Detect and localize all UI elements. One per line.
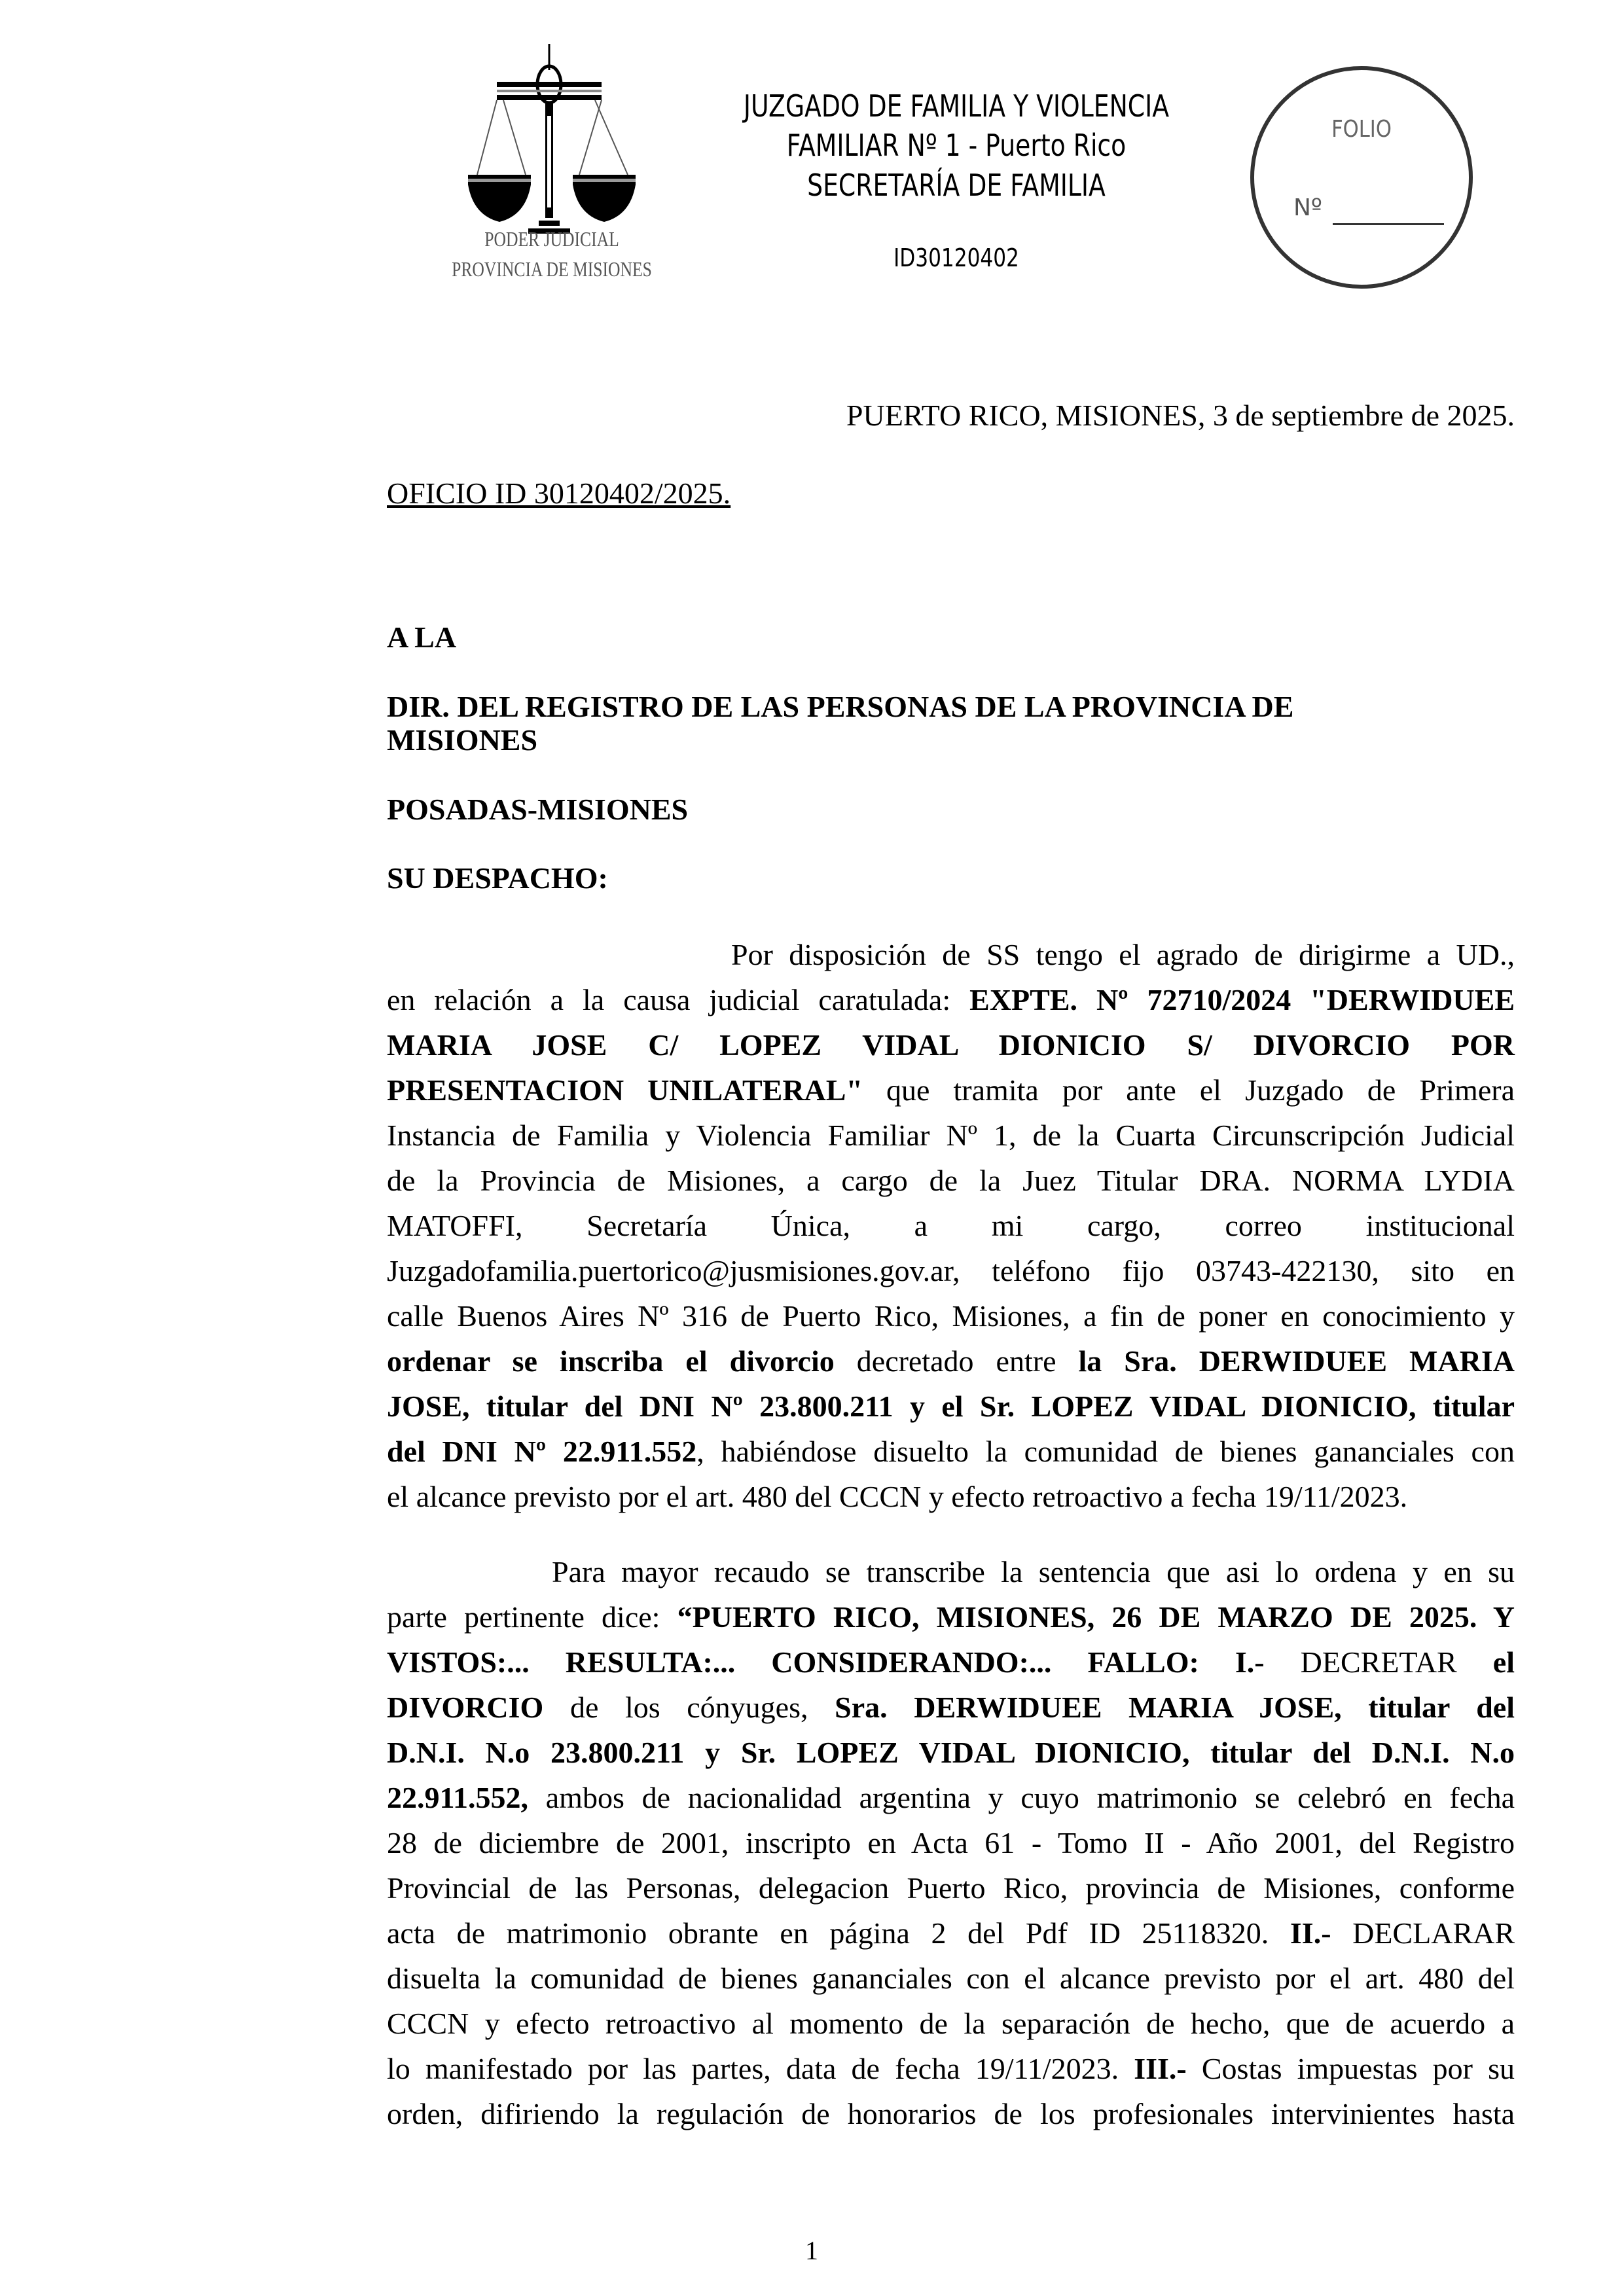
oficio-reference: OFICIO ID 30120402/2025. [387,476,731,510]
paragraph-line [387,977,1515,1022]
bold-text-run: DIVORCIO [387,1691,544,1724]
bold-text-run: JOSE, titular del DNI Nº 23.800.211 y el Sr. LOPEZ VIDAL DIONICIO, titular [387,1390,1515,1423]
paragraph-line [387,1685,1515,1730]
folio-label: FOLIO [1331,116,1392,143]
folio-number-label: Nº [1293,194,1322,221]
text-run: el alcance previsto por el art. 480 del CCCN y efecto retroactivo a fecha 19/11/2023. [387,1480,1408,1513]
text-run: acta de matrimonio obrante en página 2 del Pdf ID 25118320. [387,1916,1290,1950]
text-run: MATOFFI, Secretaría Única, a mi cargo, correo institucional [387,1209,1515,1242]
paragraph-line [387,1203,1515,1248]
paragraph-line [387,1248,1515,1293]
paragraph-line [731,932,1515,977]
text-run: Instancia de Familia y Violencia Familiar Nº 1, de la Cuarta Circunscripción Judicial [387,1119,1515,1152]
bold-text-run: del DNI Nº 22.911.552 [387,1435,697,1468]
addressee-city: POSADAS-MISIONES [387,793,689,826]
bold-text-run: la Sra. DERWIDUEE MARIA [1078,1344,1515,1378]
document-id: ID30120402 [893,243,1019,272]
bold-text-run: EXPTE. Nº 72710/2024 "DERWIDUEE [969,983,1515,1016]
paragraph-line [387,1594,1515,1640]
logo-text-line-1: PODER JUDICIAL [484,227,619,251]
paragraph-line [387,1474,1515,1519]
paragraph-line [387,1067,1515,1113]
text-run: DECRETAR [1264,1645,1493,1679]
text-run: calle Buenos Aires Nº 316 de Puerto Rico, Misiones, a fin de poner en conocimiento y [387,1299,1515,1333]
folio-number-blank [1333,223,1444,225]
text-run: , habiéndose disuelto la comunidad de bienes gananciales con [696,1435,1515,1468]
paragraph-line [387,2046,1515,2091]
scales-of-justice-icon [434,44,670,234]
text-run: 28 de diciembre de 2001, inscripto en Acta 61 - Tomo II - Año 2001, del Registro [387,1826,1515,1859]
addressee-dir-line-2: MISIONES [387,723,538,757]
paragraph-line [387,1640,1515,1685]
paragraph-line [387,2091,1515,2136]
paragraph-line [387,1775,1515,1820]
paragraph-line [387,1293,1515,1338]
text-run: Para mayor recaudo se transcribe la sentencia que asi lo ordena y en su [552,1555,1515,1588]
text-run: decretado entre [834,1344,1079,1378]
page-number: 1 [805,2236,818,2265]
bold-text-run: III.- [1134,2052,1187,2085]
text-run: que tramita por ante el Juzgado de Primera [863,1073,1515,1107]
text-run: disuelta la comunidad de bienes gananciales con el alcance previsto por el art. 480 del [387,1962,1515,1995]
paragraph-line [387,1956,1515,2001]
text-run: orden, difiriendo la regulación de honorarios de los profesionales intervinientes hasta [387,2097,1515,2130]
text-run: Juzgadofamilia.puertorico@jusmisiones.gov.ar, teléfono fijo 03743-422130, sito en [387,1254,1515,1287]
date-line: PUERTO RICO, MISIONES, 3 de septiembre de 2025. [846,399,1515,432]
paragraph-line [387,1865,1515,1910]
bold-text-run: “PUERTO RICO, MISIONES, 26 DE MARZO DE 2025. Y [677,1600,1515,1634]
bold-text-run: PRESENTACION UNILATERAL" [387,1073,863,1107]
paragraph-line [387,1113,1515,1158]
bold-text-run: II.- [1290,1916,1331,1950]
bold-text-run: Sra. DERWIDUEE MARIA JOSE, titular del [835,1691,1515,1724]
text-run: parte pertinente dice: [387,1600,677,1634]
bold-text-run: MARIA JOSE C/ LOPEZ VIDAL DIONICIO S/ DIVORCIO POR [387,1028,1515,1062]
addressee-dir-line-1: DIR. DEL REGISTRO DE LAS PERSONAS DE LA PROVINCIA DE [387,690,1294,723]
addressee-a-la: A LA [387,620,457,654]
folio-stamp [1250,66,1473,289]
bold-text-run: ordenar se inscriba el divorcio [387,1344,835,1378]
paragraph-line [387,1338,1515,1384]
paragraph-line [387,1384,1515,1429]
text-run: Provincial de las Personas, delegacion Puerto Rico, provincia de Misiones, conforme [387,1871,1515,1905]
secretaria-line: SECRETARÍA DE FAMILIA [807,168,1106,203]
text-run: de los cónyuges, [543,1691,835,1724]
text-run: Por disposición de SS tengo el agrado de dirigirme a UD., [731,938,1515,971]
text-run: CCCN y efecto retroactivo al momento de la separación de hecho, que de acuerdo a [387,2007,1515,2040]
bold-text-run: D.N.I. N.o 23.800.211 y Sr. LOPEZ VIDAL DIONICIO, titular del D.N.I. N.o [387,1736,1515,1769]
text-run: de la Provincia de Misiones, a cargo de la Juez Titular DRA. NORMA LYDIA [387,1164,1515,1197]
paragraph-line [387,2001,1515,2046]
paragraph-line [387,1022,1515,1067]
text-run: Costas impuestas por su [1186,2052,1515,2085]
bold-text-run: VISTOS:... RESULTA:... CONSIDERANDO:... FALLO: I.- [387,1645,1265,1679]
court-name-line-1: JUZGADO DE FAMILIA Y VIOLENCIA [743,88,1170,124]
bold-text-run: 22.911.552, [387,1781,528,1814]
text-run: ambos de nacionalidad argentina y cuyo matrimonio se celebró en fecha [528,1781,1515,1814]
paragraph-line [387,1910,1515,1956]
poder-judicial-logo [434,44,670,293]
text-run: en relación a la causa judicial caratulada: [387,983,970,1016]
court-name-line-2: FAMILIAR Nº 1 - Puerto Rico [786,128,1127,163]
paragraph-line [387,1429,1515,1474]
logo-text-line-2: PROVINCIA DE MISIONES [452,257,652,281]
paragraph-line [387,1820,1515,1865]
text-run: lo manifestado por las partes, data de fecha 19/11/2023. [387,2052,1134,2085]
paragraph-line [387,1730,1515,1775]
paragraph-line [552,1549,1515,1594]
text-run: DECLARAR [1331,1916,1515,1950]
paragraph-line [387,1158,1515,1203]
bold-text-run: el [1492,1645,1515,1679]
addressee-despacho: SU DESPACHO: [387,861,608,895]
